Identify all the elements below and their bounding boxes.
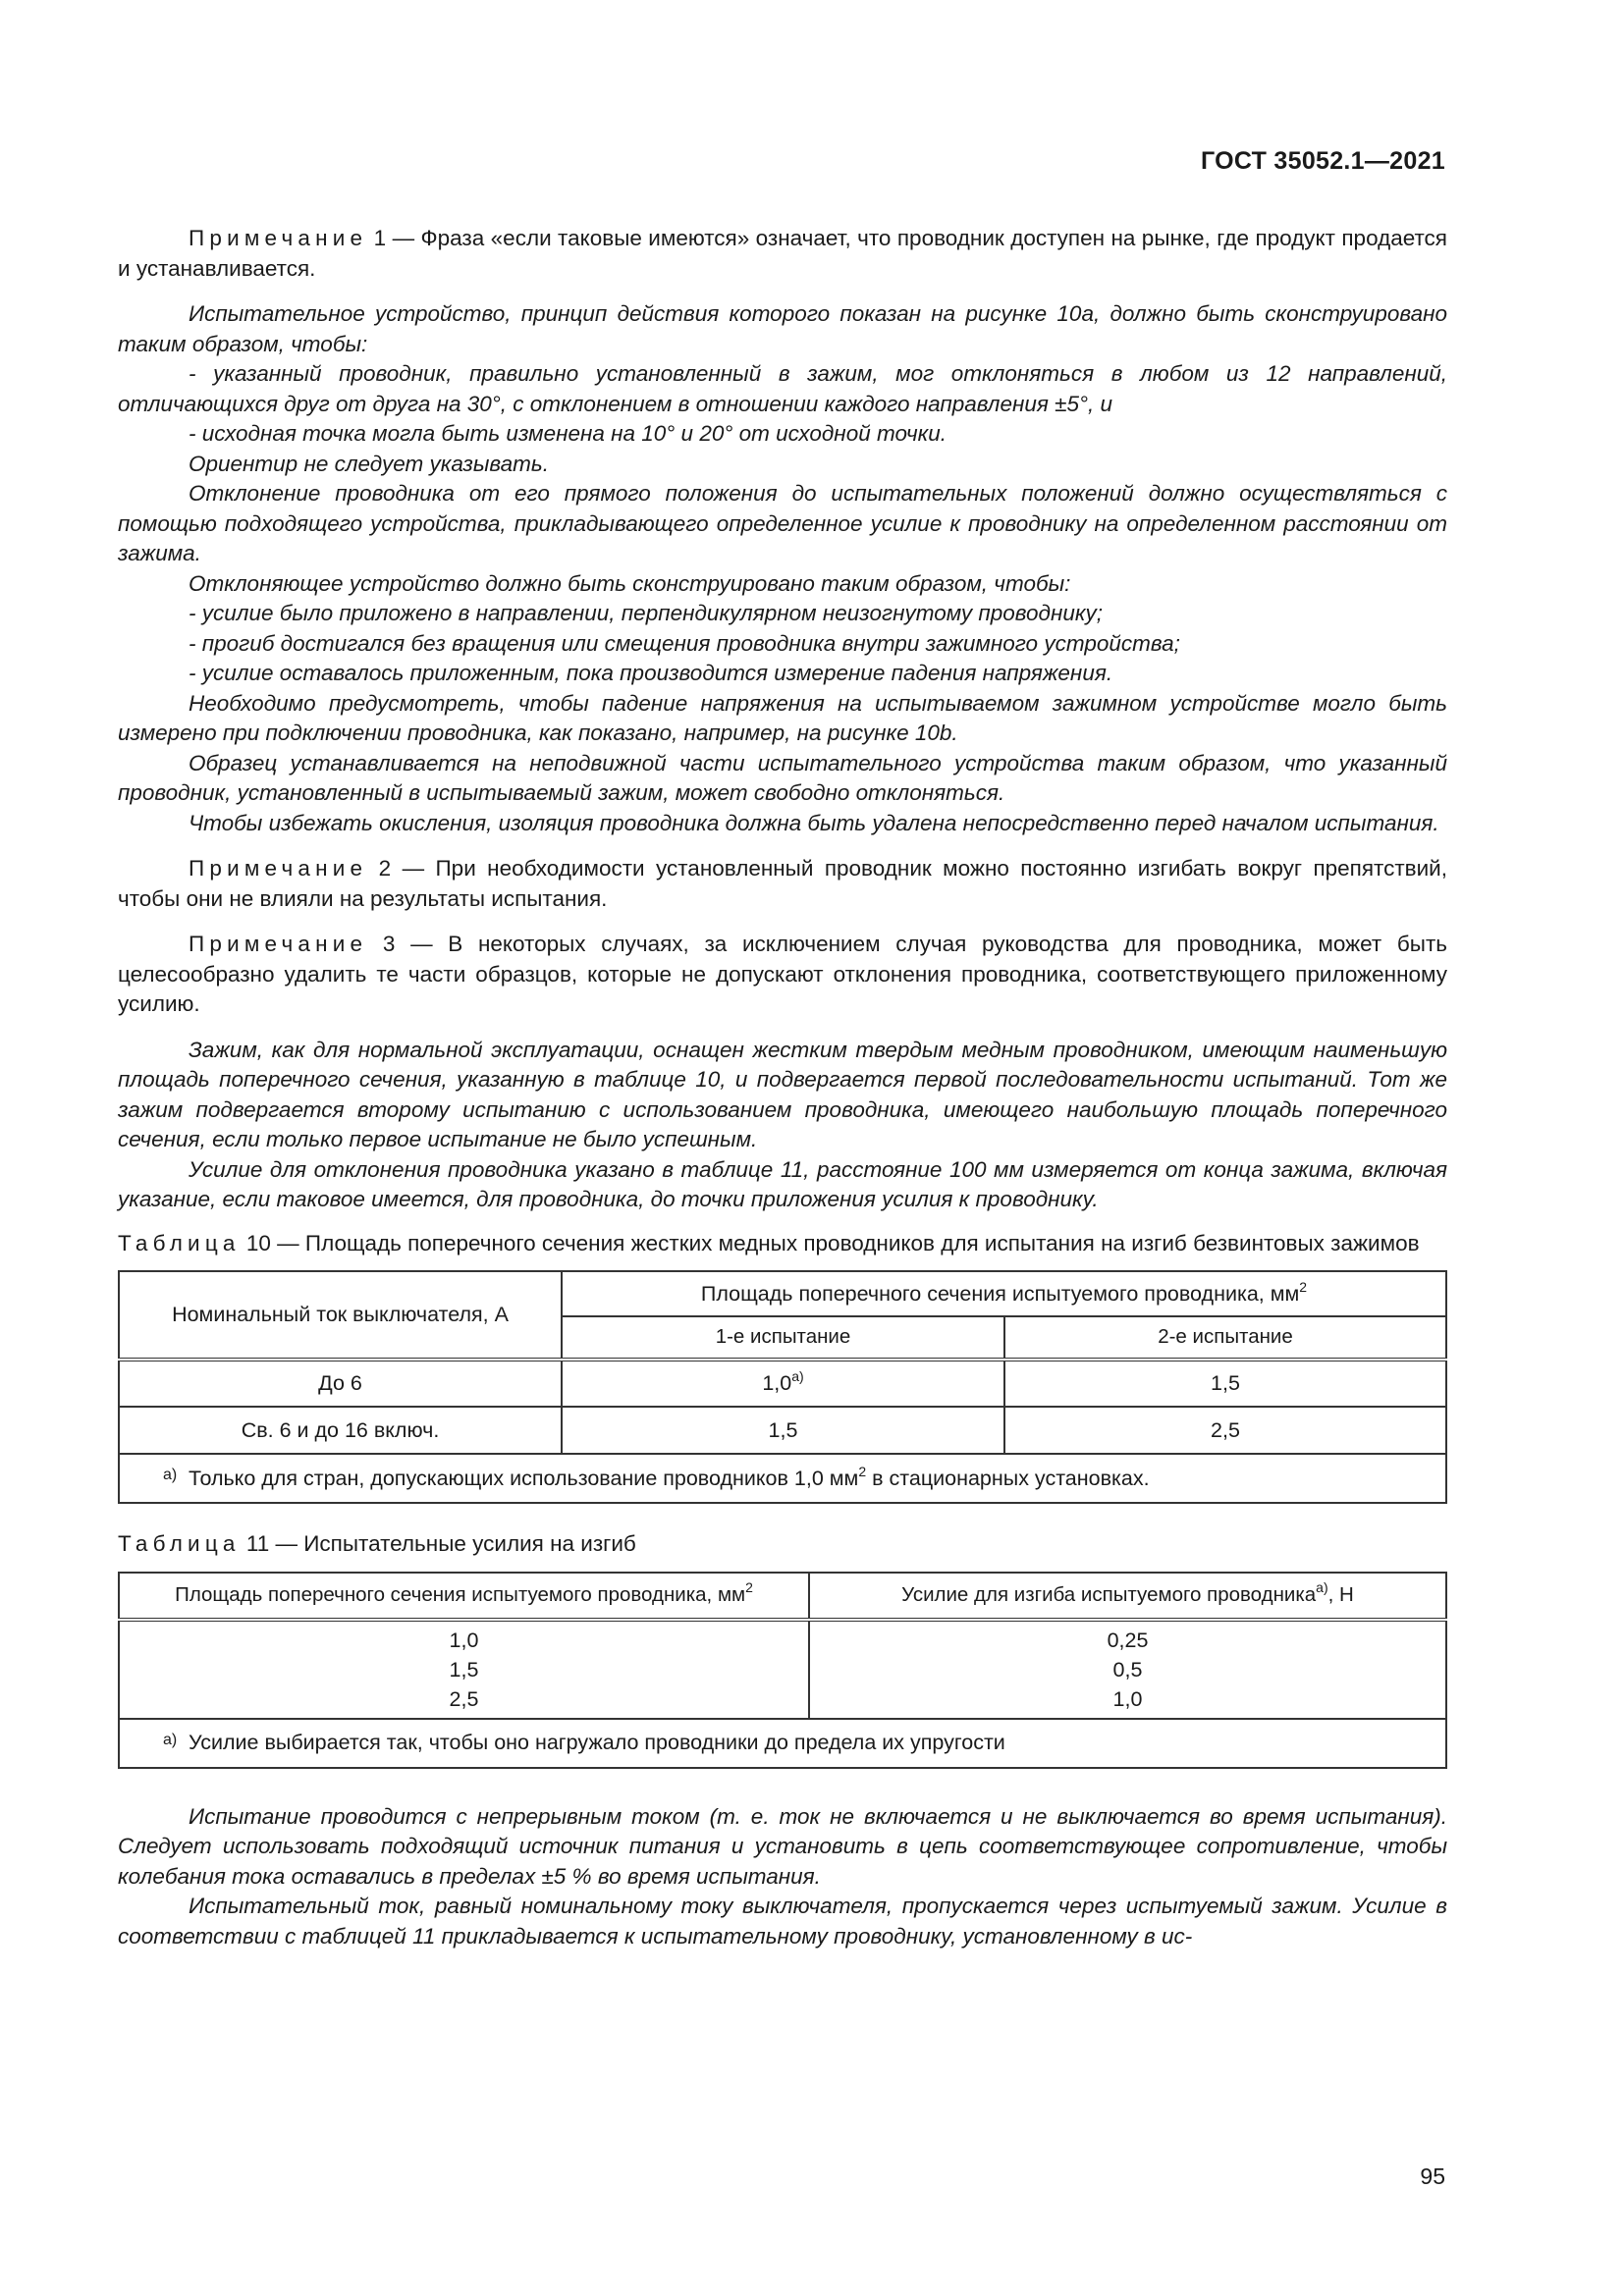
column-header-first-test: 1-е испытание <box>562 1316 1004 1360</box>
cell-second-test: 2,5 <box>1004 1407 1446 1454</box>
page-number: 95 <box>1420 2163 1445 2189</box>
column-header-current: Номинальный ток выключателя, А <box>119 1271 562 1360</box>
table-10 <box>118 1270 1447 1504</box>
area-value: 1,5 <box>449 1657 479 1682</box>
header-text: Площадь поперечного сечения испытуемого проводника, мм <box>175 1582 746 1606</box>
paragraph: Испытательное устройство, принцип действия которого показан на рисунке 10а, должно быть сконструировано таким образом, чтобы: <box>118 301 1447 356</box>
cell-first-test: 1,5 <box>562 1407 1004 1454</box>
table-row <box>119 1360 1446 1407</box>
paragraph: Испытание проводится с непрерывным током (т. е. ток не включается и не выключается во время испытания). Следует использовать подходящий источник питания и установить в цепь соответствующее сопротивление, чтобы колебания тока оставались в пределах ±5 % во время испытания. <box>118 1803 1447 1889</box>
paragraph: Испытательный ток, равный номинальному току выключателя, пропускается через испытуемый зажим. Усилие в соответствии с таблицей 11 прикладывается к испытательному проводнику, установленному в ис- <box>118 1894 1447 1949</box>
cell-second-test: 1,5 <box>1004 1360 1446 1407</box>
area-value: 1,0 <box>449 1628 479 1652</box>
paragraph: Необходимо предусмотреть, чтобы падение напряжения на испытываемом зажимном устройстве могло быть измерено при подключении проводника, как показано, например, на рисунке 10b. <box>118 690 1447 745</box>
paragraph: Усилие для отклонения проводника указано в таблице 11, расстояние 100 мм измеряется от конца зажима, включая указание, если таковое имеется, для проводника, до точки приложения усилия к проводнику. <box>118 1156 1447 1211</box>
cell-areas <box>119 1620 809 1719</box>
footnote-text-tail: в стационарных установках. <box>872 1466 1150 1490</box>
column-header-force <box>809 1573 1446 1620</box>
list-item: - исходная точка могла быть изменена на 10° и 20° от исходной точки. <box>189 421 947 446</box>
cell-forces <box>809 1620 1446 1719</box>
force-value: 1,0 <box>1112 1686 1143 1711</box>
table-11-caption <box>118 1529 1447 1560</box>
footnote-text: Усилие выбирается так, чтобы оно нагружало проводники до предела их упругости <box>189 1731 1005 1755</box>
note-text: 3 — В некоторых случаях, за исключением случая руководства для проводника, может быть целесообразно удалить те части образцов, которые не допускают отклонения проводника, соответствующего приложенному усилию. <box>118 932 1447 1016</box>
list-item: - указанный проводник, правильно установленный в зажим, мог отклоняться в любом из 12 направлений, отличающихся друг от друга на 30°, с отклонением в отношении каждого направления ±5°, и <box>118 361 1447 416</box>
caption-text: 11 — Испытательные усилия на изгиб <box>245 1531 636 1556</box>
test-device-section <box>118 299 1447 838</box>
page-content <box>118 224 1447 1951</box>
footnote-mark: а) <box>163 1467 178 1483</box>
note-text: 2 — При необходимости установленный проводник можно постоянно изгибать вокруг препятствий, чтобы они не влияли на результаты испытания. <box>118 856 1447 911</box>
column-header-area <box>119 1573 809 1620</box>
current-test-section <box>118 1802 1447 1952</box>
note-label: Примечание <box>189 932 368 956</box>
paragraph: Ориентир не следует указывать. <box>189 451 549 476</box>
header-text: Усилие для изгиба испытуемого проводника <box>901 1582 1317 1606</box>
caption-label: Таблица <box>118 1230 241 1255</box>
table-10-footnote <box>119 1454 1446 1503</box>
note-text: 1 — Фраза «если таковые имеются» означает, что проводник доступен на рынке, где продукт продается и устанавливается. <box>118 226 1447 281</box>
note-label: Примечание <box>189 226 368 250</box>
force-value: 0,5 <box>1112 1657 1143 1682</box>
force-value: 0,25 <box>1107 1628 1149 1652</box>
cell-current: До 6 <box>119 1360 562 1407</box>
table-11-footnote <box>119 1719 1446 1768</box>
column-header-second-test: 2-е испытание <box>1004 1316 1446 1360</box>
note-2 <box>118 854 1447 914</box>
table-10-caption <box>118 1229 1447 1259</box>
list-item: - прогиб достигался без вращения или смещения проводника внутри зажимного устройства; <box>189 630 1180 656</box>
table-row <box>119 1620 1446 1719</box>
standard-code: ГОСТ 35052.1—2021 <box>1200 147 1445 175</box>
paragraph: Образец устанавливается на неподвижной части испытательного устройства таким образом, что указанный проводник, установленный в испытываемый зажим, может свободно отклоняться. <box>118 750 1447 805</box>
paragraph: Зажим, как для нормальной эксплуатации, оснащен жестким твердым медным проводником, имеющим наименьшую площадь поперечного сечения, указанную в таблице 10, и подвергается первой последовательности испытаний. Тот же зажим подвергается второму испытанию с использованием проводника, имеющего наибольшую площадь поперечного сечения, если только первое испытание не было успешным. <box>118 1037 1447 1151</box>
column-group-header <box>562 1271 1446 1316</box>
superscript: 2 <box>858 1463 867 1479</box>
paragraph: Чтобы избежать окисления, изоляция проводника должна быть удалена непосредственно перед началом испытания. <box>189 810 1439 835</box>
list-item: - усилие было приложено в направлении, перпендикулярном неизогнутому проводнику; <box>189 601 1104 625</box>
header-unit: , Н <box>1327 1582 1354 1606</box>
footnote-ref: а) <box>1316 1578 1328 1595</box>
paragraph: Отклонение проводника от его прямого положения до испытательных положений должно осуществляться с помощью подходящего устройства, прикладывающего определенное усилие к проводнику на определенном расстоянии от зажима. <box>118 481 1447 565</box>
header-text: Площадь поперечного сечения испытуемого проводника, мм <box>700 1281 1300 1306</box>
note-3 <box>118 930 1447 1020</box>
footnote-mark: а) <box>163 1731 178 1748</box>
caption-text: 10 — Площадь поперечного сечения жестких медных проводников для испытания на изгиб безвинтовых зажимов <box>245 1230 1420 1255</box>
area-value: 2,5 <box>449 1686 479 1711</box>
superscript: 2 <box>745 1578 753 1595</box>
superscript: 2 <box>1299 1278 1308 1295</box>
cell-value: 1,0 <box>762 1371 792 1396</box>
table-11 <box>118 1572 1447 1769</box>
footnote-ref: а) <box>791 1368 804 1385</box>
cell-first-test <box>562 1360 1004 1407</box>
note-1 <box>118 224 1447 284</box>
cell-current: Св. 6 и до 16 включ. <box>119 1407 562 1454</box>
paragraph: Отклоняющее устройство должно быть сконструировано таким образом, чтобы: <box>189 570 1071 596</box>
note-label: Примечание <box>189 856 368 881</box>
clamp-test-section <box>118 1036 1447 1215</box>
list-item: - усилие оставалось приложенным, пока производится измерение падения напряжения. <box>189 661 1113 685</box>
caption-label: Таблица <box>118 1531 241 1556</box>
footnote-text: Только для стран, допускающих использование проводников 1,0 мм <box>189 1466 859 1490</box>
table-row <box>119 1407 1446 1454</box>
